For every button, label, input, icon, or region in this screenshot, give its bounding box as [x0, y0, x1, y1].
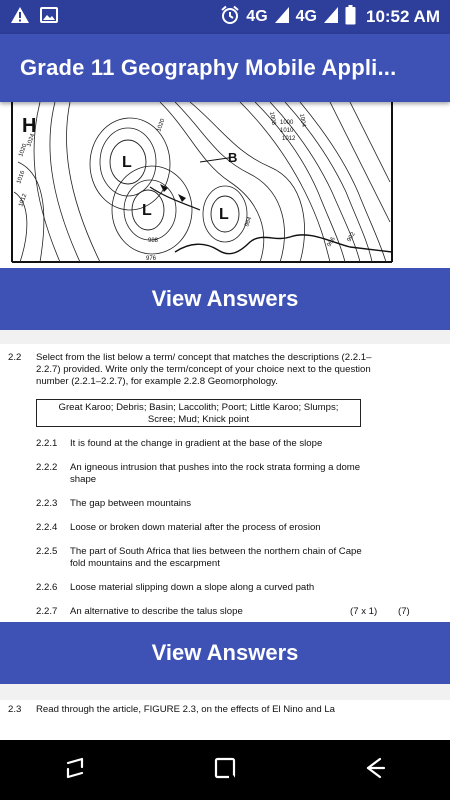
- isobar-label: 976: [146, 256, 157, 262]
- navigation-bar: [0, 740, 450, 800]
- warning-icon: [10, 6, 30, 29]
- clock: 10:52 AM: [365, 7, 440, 26]
- question-item: [36, 498, 416, 510]
- back-button[interactable]: [345, 740, 405, 800]
- isobar-label: 992: [346, 231, 357, 243]
- recents-icon: [62, 755, 88, 786]
- question-text: Read through the article, FIGURE 2.3, on the effects of El Nino and La: [36, 704, 335, 715]
- item-text: An alternative to describe the talus slope: [70, 606, 243, 617]
- question-item: [36, 546, 416, 570]
- question-item: [36, 606, 416, 618]
- item-number: 2.2.4: [36, 522, 58, 533]
- item-text: An igneous intrusion that pushes into the rock strata forming a dome shape: [70, 462, 361, 485]
- question-item: [36, 522, 416, 534]
- question-image: [0, 344, 450, 622]
- isobar-label: 1020: [18, 143, 29, 158]
- status-right: [220, 5, 450, 30]
- view-answers-button[interactable]: View Answers: [0, 622, 450, 684]
- item-marks: (7 x 1): [350, 606, 378, 617]
- item-text: Loose or broken down material after the process of erosion: [70, 522, 321, 533]
- home-icon: [212, 755, 238, 786]
- isobar-label: 1000: [280, 120, 294, 126]
- image-icon: [40, 7, 58, 28]
- content-scroll-area[interactable]: [0, 102, 450, 740]
- home-button[interactable]: [195, 740, 255, 800]
- item-number: 2.2.1: [36, 438, 58, 449]
- synoptic-map-image: [0, 102, 450, 268]
- alarm-icon: [220, 5, 240, 30]
- next-question-image: [0, 700, 450, 740]
- isobar-label: 1010: [280, 128, 294, 134]
- question-text: Select from the list below a term/ concept that matches the descriptions (2.2.1–2.2.7) provided. Write only the term/concept of your choice next to the question number (2.2.1–2.2.7), for example 2.2.8 Geomorphology.: [36, 352, 372, 387]
- isobar-label: 984: [244, 216, 254, 228]
- isobar-label: 1012: [282, 136, 296, 142]
- signal-icon: [323, 6, 339, 29]
- view-answers-button[interactable]: View Answers: [0, 268, 450, 330]
- item-text: Loose material slipping down a slope along a curved path: [70, 582, 315, 593]
- map-low-label: L: [219, 206, 229, 223]
- app-title: Grade 11 Geography Mobile Appli...: [20, 55, 397, 80]
- isobar-label: 1016: [16, 170, 27, 185]
- item-text: The part of South Africa that lies between the northern chain of Cape fold mountains and the escarpment: [70, 546, 362, 569]
- isobar-label: 1004: [298, 113, 307, 128]
- map-low-label: L: [122, 154, 132, 171]
- item-number: 2.2.3: [36, 498, 58, 509]
- term-list-line: Scree; Mud; Knick point: [147, 414, 250, 425]
- question-number: 2.2: [8, 352, 22, 363]
- item-text: The gap between mountains: [70, 498, 192, 509]
- map-low-label: L: [142, 202, 152, 219]
- question-item: [36, 462, 416, 486]
- item-number: 2.2.7: [36, 606, 58, 617]
- isobar-label: 1012: [18, 193, 29, 208]
- question-item: [36, 582, 416, 594]
- question-item: [36, 438, 416, 450]
- item-number: 2.2.2: [36, 462, 58, 473]
- map-high-label: H: [22, 115, 37, 137]
- app-bar: [0, 34, 450, 102]
- recents-button[interactable]: [45, 740, 105, 800]
- item-text: It is found at the change in gradient at the base of the slope: [70, 438, 323, 449]
- isobar-label: 996: [326, 236, 337, 248]
- isobar-label: 1020: [156, 118, 167, 133]
- network-type-1: 4G: [246, 8, 268, 25]
- isobar-label: 1024: [26, 133, 37, 148]
- item-total: (7): [398, 606, 410, 617]
- status-bar: [0, 0, 450, 34]
- network-type-2: 4G: [295, 8, 317, 25]
- back-icon: [362, 755, 388, 786]
- isobar-label: 1008: [268, 111, 277, 126]
- divider: [0, 684, 450, 700]
- question-number: 2.3: [8, 704, 22, 715]
- item-number: 2.2.6: [36, 582, 58, 593]
- map-point-label: B: [228, 150, 238, 165]
- term-list-line: Great Karoo; Debris; Basin; Laccolith; Poort; Little Karoo; Slumps;: [58, 402, 339, 413]
- isobar-label: 988: [148, 238, 159, 244]
- battery-icon: [345, 5, 356, 30]
- status-left: [0, 6, 58, 29]
- signal-icon: [274, 6, 290, 29]
- item-number: 2.2.5: [36, 546, 58, 557]
- divider: [0, 330, 450, 344]
- term-list-box: [36, 399, 361, 427]
